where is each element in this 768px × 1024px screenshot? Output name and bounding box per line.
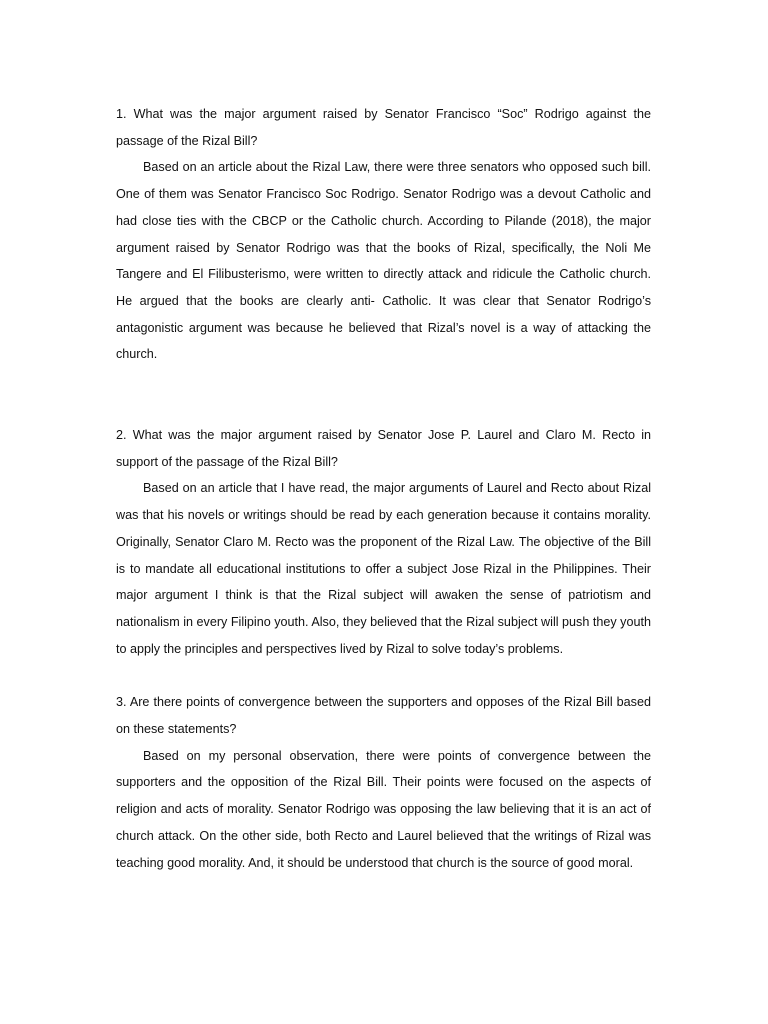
document-page [116,101,651,876]
answer-text: Based on an article about the Rizal Law, there were three senators who opposed such bill. One of them was Senator Francisco Soc Rodrigo. Senator Rodrigo was a devout Catholic and had close ties with the CBCP or the Catholic church. According to Pilande (2018), the major argument raised by Senator Rodrigo was that the books of Rizal, specifically, the Noli Me Tangere and El Filibusterismo, were written to directly attack and ridicule the Catholic church. He argued that the books are clearly anti- Catholic. It was clear that Senator Rodrigo’s antagonistic argument was because he believed that Rizal’s novel is a way of attacking the church. [116,160,651,362]
question-text: 3. Are there points of convergence between the supporters and opposes of the Rizal Bill based on these statements? [116,695,651,737]
question-section-3 [116,689,651,876]
question-section-1 [116,101,651,368]
section-spacer [116,662,651,689]
section-spacer [116,368,651,422]
answer-text: Based on an article that I have read, the major arguments of Laurel and Recto about Rizal was that his novels or writings should be read by each generation because it contains morality. Originally, Senator Claro M. Recto was the proponent of the Rizal Law. The objective of the Bill is to mandate all educational institutions to offer a subject Jose Rizal in the Philippines. Their major argument I think is that the Rizal subject will awaken the sense of patriotism and nationalism in every Filipino youth. Also, they believed that the Rizal subject will push they youth to apply the principles and perspectives lived by Rizal to solve today’s problems. [116,481,651,656]
question-section-2 [116,422,651,662]
answer-text: Based on my personal observation, there were points of convergence between the supporters and the opposition of the Rizal Bill. Their points were focused on the aspects of religion and acts of morality. Senator Rodrigo was opposing the law believing that it is an act of church attack. On the other side, both Recto and Laurel believed that the writings of Rizal was teaching good morality. And, it should be understood that church is the source of good moral. [116,748,651,870]
question-text: 2. What was the major argument raised by Senator Jose P. Laurel and Claro M. Recto in support of the passage of the Rizal Bill? [116,428,651,469]
question-text: 1. What was the major argument raised by Senator Francisco “Soc” Rodrigo against the passage of the Rizal Bill? [116,107,651,148]
